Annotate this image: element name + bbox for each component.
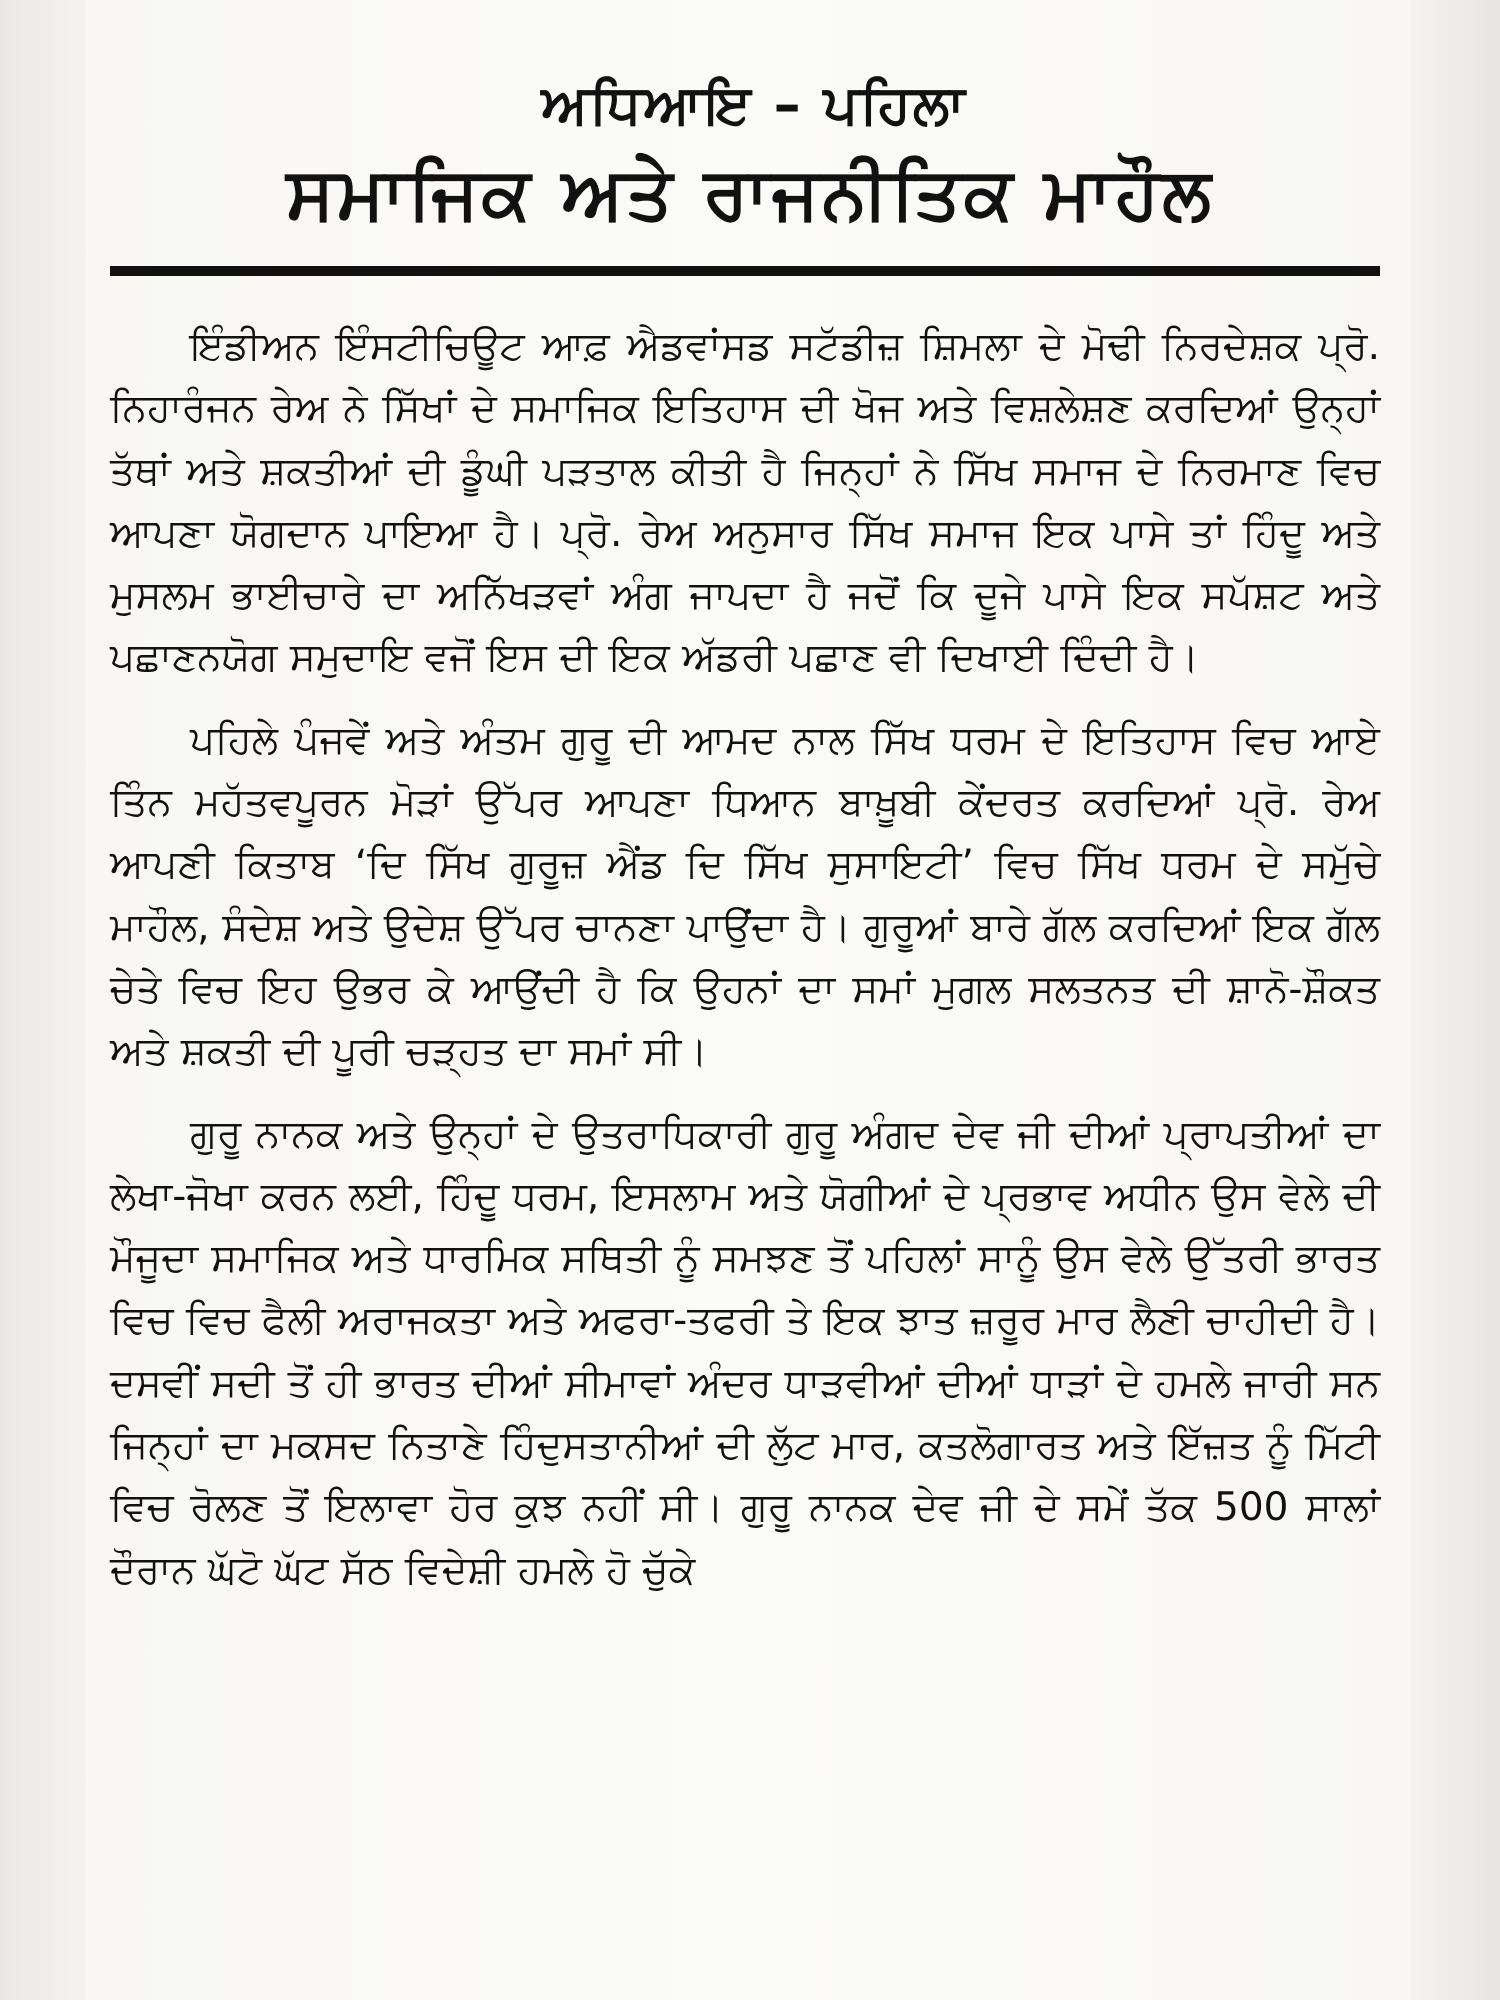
paragraph-2: ਪਹਿਲੇ ਪੰਜਵੇਂ ਅਤੇ ਅੰਤਮ ਗੁਰੂ ਦੀ ਆਮਦ ਨਾਲ ਸਿੱਖ ਧਰਮ ਦੇ ਇਤਿਹਾਸ ਵਿਚ ਆਏ ਤਿੰਨ ਮਹੱਤਵਪੂਰਨ ਮੋੜਾਂ ਉੱਪਰ ਆਪਣਾ ਧਿਆਨ ਬਾਖ਼ੂਬੀ ਕੇਂਦਰਤ ਕਰਦਿਆਂ ਪ੍ਰੋ. ਰੇਅ ਆਪਣੀ ਕਿਤਾਬ ‘ਦਿ ਸਿੱਖ ਗੁਰੂਜ਼ ਐਂਡ ਦਿ ਸਿੱਖ ਸੁਸਾਇਟੀ’ ਵਿਚ ਸਿੱਖ ਧਰਮ ਦੇ ਸਮੁੱਚੇ ਮਾਹੌਲ, ਸੰਦੇਸ਼ ਅਤੇ ਉਦੇਸ਼ ਉੱਪਰ ਚਾਨਣਾ ਪਾਉਂਦਾ ਹੈ। ਗੁਰੂਆਂ ਬਾਰੇ ਗੱਲ ਕਰਦਿਆਂ ਇਕ ਗੱਲ ਚੇਤੇ ਵਿਚ ਇਹ ਉਭਰ ਕੇ ਆਉਂਦੀ ਹੈ ਕਿ ਉਹਨਾਂ ਦਾ ਸਮਾਂ ਮੁਗਲ ਸਲਤਨਤ ਦੀ ਸ਼ਾਨੋ-ਸ਼ੌਕਤ ਅਤੇ ਸ਼ਕਤੀ ਦੀ ਪੂਰੀ ਚੜ੍ਹਤ ਦਾ ਸਮਾਂ ਸੀ। — [110, 717, 1380, 1075]
chapter-header — [110, 70, 1390, 238]
chapter-title: ਸਮਾਜਿਕ ਅਤੇ ਰਾਜਨੀਤਿਕ ਮਾਹੌਲ — [286, 151, 1214, 235]
scan-edge-left — [0, 0, 86, 2000]
paragraph-1: ਇੰਡੀਅਨ ਇੰਸਟੀਚਿਊਟ ਆਫ਼ ਐਡਵਾਂਸਡ ਸਟੱਡੀਜ਼ ਸ਼ਿਮਲਾ ਦੇ ਮੋਢੀ ਨਿਰਦੇਸ਼ਕ ਪ੍ਰੋ. ਨਿਹਾਰੰਜਨ ਰੇਅ ਨੇ ਸਿੱਖਾਂ ਦੇ ਸਮਾਜਿਕ ਇਤਿਹਾਸ ਦੀ ਖੋਜ ਅਤੇ ਵਿਸ਼ਲੇਸ਼ਣ ਕਰਦਿਆਂ ਉਨ੍ਹਾਂ ਤੱਥਾਂ ਅਤੇ ਸ਼ਕਤੀਆਂ ਦੀ ਡੂੰਘੀ ਪੜਤਾਲ ਕੀਤੀ ਹੈ ਜਿਨ੍ਹਾਂ ਨੇ ਸਿੱਖ ਸਮਾਜ ਦੇ ਨਿਰਮਾਣ ਵਿਚ ਆਪਣਾ ਯੋਗਦਾਨ ਪਾਇਆ ਹੈ। ਪ੍ਰੋ. ਰੇਅ ਅਨੁਸਾਰ ਸਿੱਖ ਸਮਾਜ ਇਕ ਪਾਸੇ ਤਾਂ ਹਿੰਦੂ ਅਤੇ ਮੁਸਲਮ ਭਾਈਚਾਰੇ ਦਾ ਅਨਿੱਖੜਵਾਂ ਅੰਗ ਜਾਪਦਾ ਹੈ ਜਦੋਂ ਕਿ ਦੂਜੇ ਪਾਸੇ ਇਕ ਸਪੱਸ਼ਟ ਅਤੇ ਪਛਾਣਨਯੋਗ ਸਮੁਦਾਇ ਵਜੋਂ ਇਸ ਦੀ ਇਕ ਅੱਡਰੀ ਪਛਾਣ ਵੀ ਦਿਖਾਈ ਦਿੰਦੀ ਹੈ। — [110, 324, 1380, 681]
chapter-label: ਅਧਿਆਇ – ਪਹਿਲਾ — [541, 73, 967, 136]
body-text — [110, 316, 1380, 1622]
paragraph-3: ਗੁਰੂ ਨਾਨਕ ਅਤੇ ਉਨ੍ਹਾਂ ਦੇ ਉਤਰਾਧਿਕਾਰੀ ਗੁਰੂ ਅੰਗਦ ਦੇਵ ਜੀ ਦੀਆਂ ਪ੍ਰਾਪਤੀਆਂ ਦਾ ਲੇਖਾ-ਜੋਖਾ ਕਰਨ ਲਈ, ਹਿੰਦੂ ਧਰਮ, ਇਸਲਾਮ ਅਤੇ ਯੋਗੀਆਂ ਦੇ ਪ੍ਰਭਾਵ ਅਧੀਨ ਉਸ ਵੇਲੇ ਦੀ ਮੌਜੂਦਾ ਸਮਾਜਿਕ ਅਤੇ ਧਾਰਮਿਕ ਸਥਿਤੀ ਨੂੰ ਸਮਝਣ ਤੋਂ ਪਹਿਲਾਂ ਸਾਨੂੰ ਉਸ ਵੇਲੇ ਉੱਤਰੀ ਭਾਰਤ ਵਿਚ ਵਿਚ ਫੈਲੀ ਅਰਾਜਕਤਾ ਅਤੇ ਅਫਰਾ-ਤਫਰੀ ਤੇ ਇਕ ਝਾਤ ਜ਼ਰੂਰ ਮਾਰ ਲੈਣੀ ਚਾਹੀਦੀ ਹੈ। ਦਸਵੀਂ ਸਦੀ ਤੋਂ ਹੀ ਭਾਰਤ ਦੀਆਂ ਸੀਮਾਵਾਂ ਅੰਦਰ ਧਾੜਵੀਆਂ ਦੀਆਂ ਧਾੜਾਂ ਦੇ ਹਮਲੇ ਜਾਰੀ ਸਨ ਜਿਨ੍ਹਾਂ ਦਾ ਮਕਸਦ ਨਿਤਾਣੇ ਹਿੰਦੁਸਤਾਨੀਆਂ ਦੀ ਲੁੱਟ ਮਾਰ, ਕਤਲੋਗਾਰਤ ਅਤੇ ਇੱਜ਼ਤ ਨੂੰ ਮਿੱਟੀ ਵਿਚ ਰੋਲਣ ਤੋਂ ਇਲਾਵਾ ਹੋਰ ਕੁਝ ਨਹੀਂ ਸੀ। ਗੁਰੂ ਨਾਨਕ ਦੇਵ ਜੀ ਦੇ ਸਮੇਂ ਤੱਕ 500 ਸਾਲਾਂ ਦੌਰਾਨ ਘੱਟੋ ਘੱਟ ਸੱਠ ਵਿਦੇਸ਼ੀ ਹਮਲੇ ਹੋ ਚੁੱਕੇ — [110, 1111, 1380, 1593]
scan-edge-right — [1410, 0, 1500, 2000]
title-divider — [110, 266, 1380, 276]
